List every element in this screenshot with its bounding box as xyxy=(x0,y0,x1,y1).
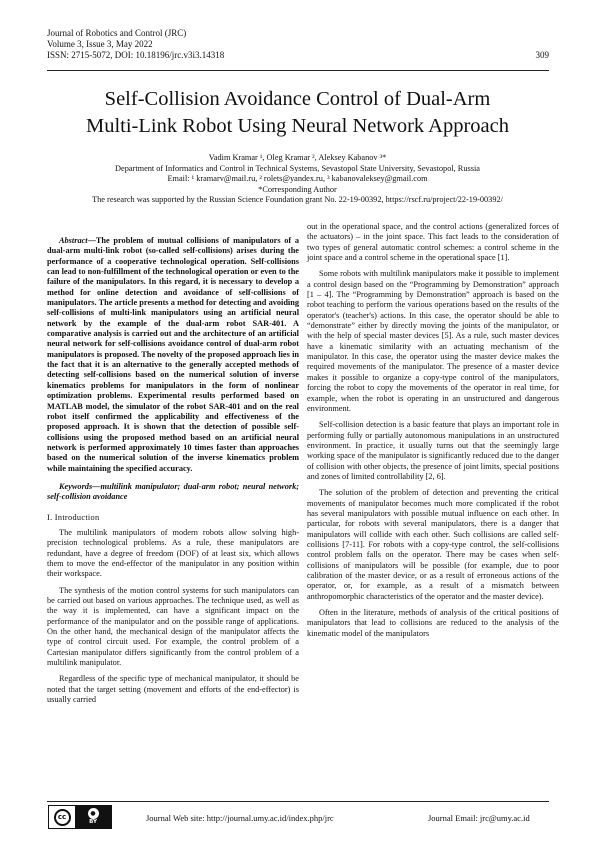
right-paragraph-2: Some robots with multilink manipulators make it possible to implement a control design based on the “Programming by Demonstration” approach [1 – 4]. The “Programming by Demonstration” approach is based on the robot teaching to perform the various operations based on the results of the operator's (teacher's) actions. In this case, the operator should be able to “demonstrate” either by directly moving the joints of the manipulator, or with the help of special master devices [5]. As a rule, such master devices have a kinematic similarity with an actuating mechanism of the manipulator. In this case, the operator using the master device makes the required movements of the manipulator. The presence of a master device makes it possible to organize a copy-type control of the manipulators, forcing the robot to copy the movements of the operator in real time, for example, when the robot is operating in an unstructured and dangerous environment. xyxy=(307,269,559,413)
intro-paragraph-2: The synthesis of the motion control systems for such manipulators can be carried out based on various approaches. The technique used, as well as the way it is implemented, can have a significant impact on the performance of the manipulator and on the possible range of applications. On the other hand, the mechanical design of the manipulator affects the type of control circuit used. For example, the control problem of a Cartesian manipulator differs significantly from the control problem of a multilink manipulator. xyxy=(47,585,299,668)
header-divider xyxy=(47,70,549,71)
right-paragraph-3: Self-collision detection is a basic feature that plays an important role in performing fully or partially autonomous manipulations in an unstructured environment. In practice, it usually turns out that the seemingly large working space of the manipulator is significantly reduced due to the danger of collision with other objects, the presence of joint limits, special positions and zones of limited controllability [2, 6]. xyxy=(307,420,559,481)
abstract xyxy=(47,236,299,474)
funding-note: The research was supported by the Russian Science Foundation grant No. 22-19-00392, https://rscf.ru/project/22-19-00392/ xyxy=(92,195,503,204)
journal-email[interactable]: Journal Email: jrc@umy.ac.id xyxy=(428,813,530,823)
right-paragraph-1: out in the operational space, and the control actions (generalized forces of the actuators) – in the joint space. This fact leads to the consideration of two types of general automatic control schemes: a control scheme in the joint space and a control scheme in the operational space [1]. xyxy=(307,222,559,263)
cc-logo-box xyxy=(49,806,75,828)
by-label: BY xyxy=(89,819,97,825)
abstract-text: —The problem of mutual collisions of manipulators of a dual-arm multi-link robot (so-called self-collisions) arises during the performance of a cooperative technological operation. Self-collisions can lead to non-fulfillment of the technological operation or even to the failure of the manipulators. In this regard, it is necessary to develop a method for online detection and avoidance of self-collisions of manipulators. The article presents a method for detecting and avoiding self-collisions of multi-link manipulators using an artificial neural network by the example of the dual-arm robot SAR-401. A comparative analysis is carried out and the architecture of an artificial neural network for self-collisions avoidance control of dual-arm robot manipulators is proposed. The novelty of the proposed approach lies in the fact that it is an alternative to the generally accepted methods of detecting self-collisions based on the numerical solution of inverse kinematics problems for manipulators in the form of nonlinear optimization problems. Experimental results performed based on MATLAB model, the simulator of the robot SAR-401 and on the real robot itself confirmed the applicability and effectiveness of the proposed approach. It is shown that the detection of possible self-collisions using the proposed method based on an artificial neural network is performed approximately 10 times faster than approaches based on the numerical solution of the inverse kinematics problem while maintaining the specified accuracy. xyxy=(47,236,299,473)
paper-title xyxy=(30,86,565,140)
footer-divider xyxy=(47,801,549,802)
cc-by-license-icon[interactable] xyxy=(48,805,112,829)
author-names: Vadim Kramar ¹, Oleg Kramar ², Aleksey Kabanov ³* xyxy=(208,153,387,162)
page-number: 309 xyxy=(535,50,549,60)
title-line-2: Multi-Link Robot Using Neural Network Approach xyxy=(85,115,510,137)
journal-issn-doi: ISSN: 2715-5072, DOI: 10.18196/jrc.v3i3.14318 xyxy=(47,50,225,60)
section-heading-introduction: I. Introduction xyxy=(47,512,100,522)
right-paragraph-5: Often in the literature, methods of analysis of the critical positions of manipulators that lead to collisions are reduced to the analysis of the kinematic model of the manipulators xyxy=(307,608,559,638)
right-column xyxy=(307,222,559,645)
intro-paragraph-1: The multilink manipulators of modern robots allow solving high-precision technological problems. As a rule, these manipulators are redundant, have a degree of freedom (DOF) of at least six, which allows them to move the end-effector of the manipulator in any position within their workspace. xyxy=(47,527,299,579)
journal-name: Journal of Robotics and Control (JRC) xyxy=(47,28,187,38)
journal-website[interactable]: Journal Web site: http://journal.umy.ac.id/index.php/jrc xyxy=(146,813,334,823)
author-emails[interactable]: Email: ¹ kramarv@mail.ru, ² rolets@yandex.ru, ³ kabanovaleksey@gmail.com xyxy=(167,174,428,183)
journal-header xyxy=(47,28,549,61)
right-paragraph-4: The solution of the problem of detection and preventing the critical movements of manipulator becomes much more complicated if the robot has several manipulators with possible mutual influence on each other. In particular, for robots with several manipulators, there is a danger that manipulators will collide with each other. Such collisions are called self-collisions [7-11]. For robots with a copy-type control, the self-collisions control problem falls on the operator. There may be cases when self-collisions of manipulators will be possible (for example, due to poor calibration of the master device, or as a result of erroneous actions of the operator, or, for example, as a result of a mismatch between anthropomorphic characteristics of the operator and the master device). xyxy=(307,488,559,601)
by-box xyxy=(75,806,111,828)
cc-icon: cc xyxy=(54,809,71,826)
person-icon: ● xyxy=(88,808,99,819)
journal-volume: Volume 3, Issue 3, May 2022 xyxy=(47,39,153,49)
intro-paragraph-3: Regardless of the specific type of mechanical manipulator, it should be noted that the target setting (movement and efforts of the end-effector) is usually carried xyxy=(47,674,299,705)
title-line-1: Self-Collision Avoidance Control of Dual-Arm xyxy=(104,88,491,110)
keywords-text: —multilink manipulator; dual-arm robot; neural network; self-collision avoidance xyxy=(47,481,299,502)
corresponding-author-note: *Corresponding Author xyxy=(258,184,337,194)
author-affiliation: Department of Informatics and Control in Technical Systems, Sevastopol State University, Sevastopol, Russia xyxy=(115,163,480,173)
author-block xyxy=(40,153,555,206)
keywords xyxy=(47,482,299,503)
left-column xyxy=(47,236,299,711)
keywords-label: Keywords xyxy=(59,481,93,491)
abstract-label: Abstract xyxy=(59,236,88,245)
